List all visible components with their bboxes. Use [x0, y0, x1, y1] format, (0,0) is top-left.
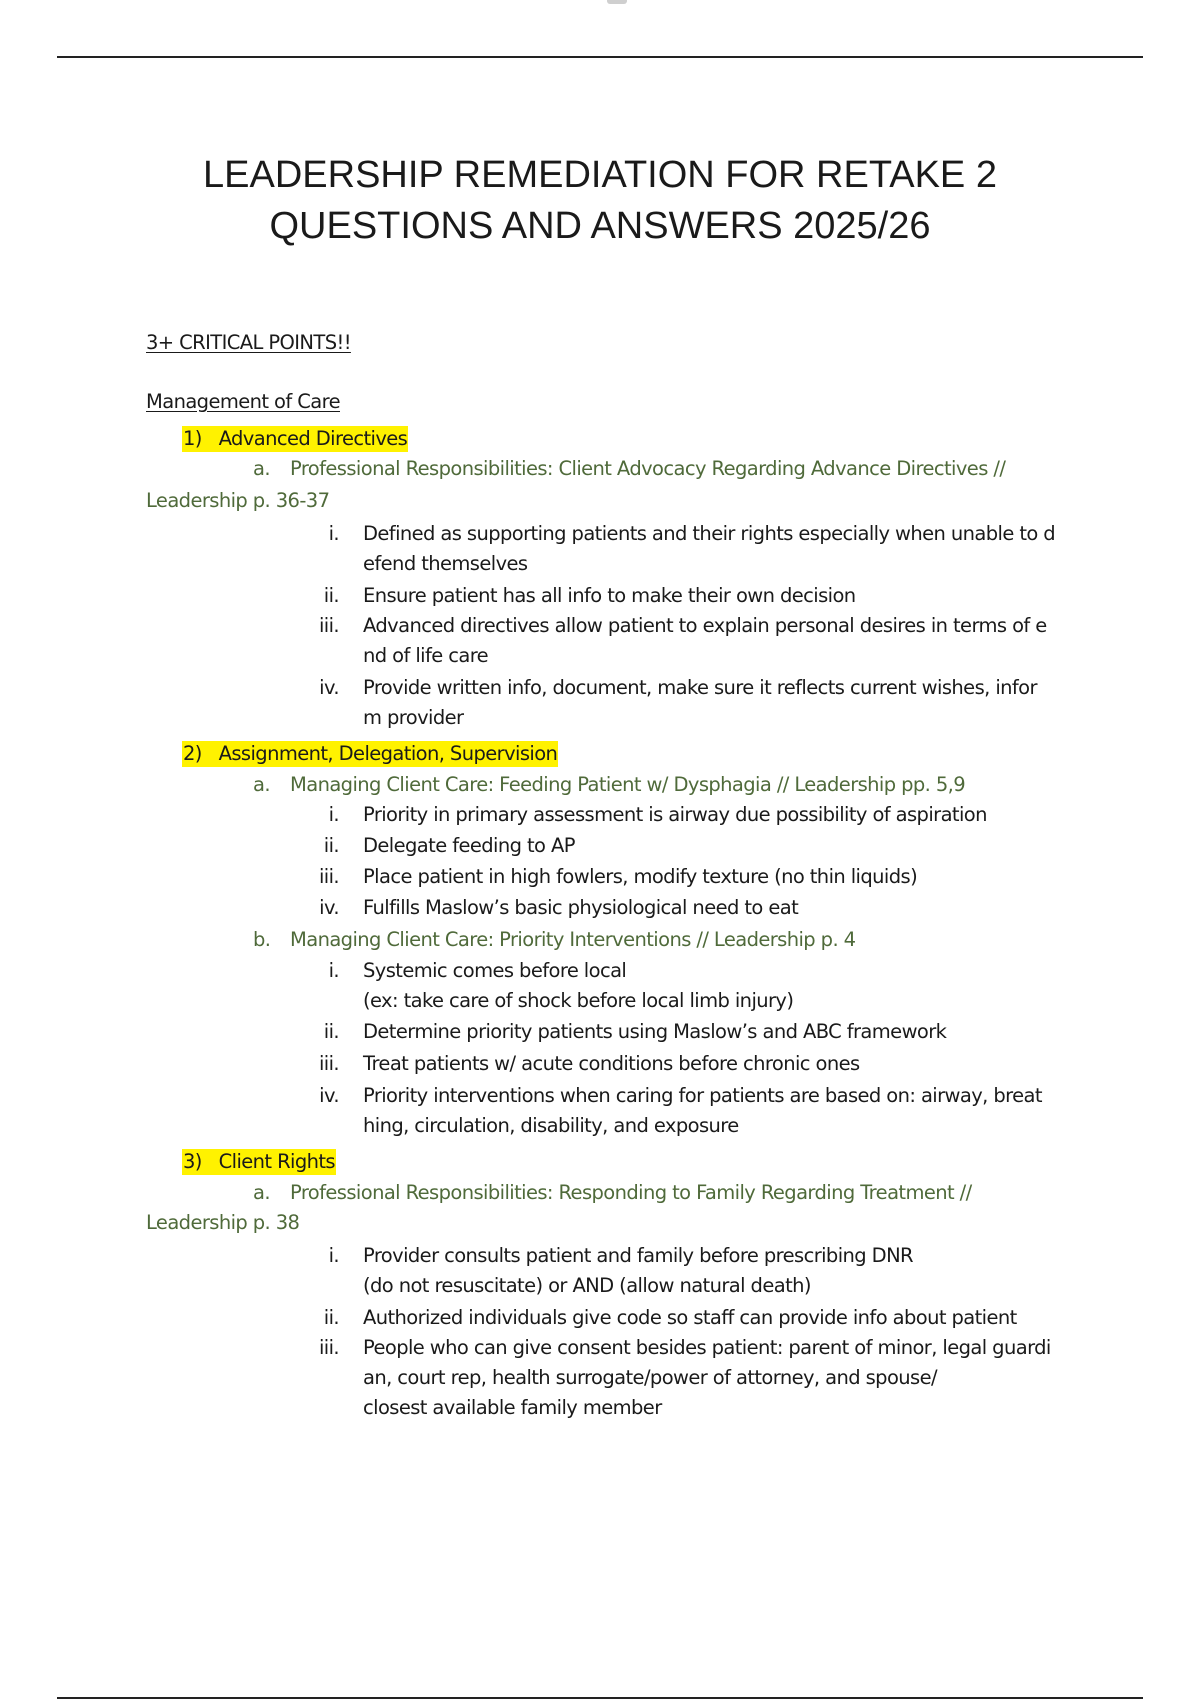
sub-letter: a.	[253, 773, 270, 796]
list-item-continuation: hing, circulation, disability, and exposure	[363, 1114, 739, 1137]
subtopic-line-1: Managing Client Care: Feeding Patient w/ Dysphagia // Leadership pp. 5,9	[290, 773, 966, 796]
subtopic-line-2: Leadership p. 36-37	[146, 489, 330, 512]
list-item: Place patient in high fowlers, modify texture (no thin liquids)	[363, 865, 918, 888]
sub-letter: a.	[253, 1181, 270, 1204]
list-item: Authorized individuals give code so staff can provide info about patient	[363, 1306, 1017, 1329]
item-number: iii.	[318, 1052, 339, 1075]
item-number: i.	[328, 959, 339, 982]
section-heading: Management of Care	[146, 390, 340, 413]
item-number: iv.	[319, 1084, 339, 1107]
page-top-marker	[607, 0, 627, 4]
list-item: Provider consults patient and family before prescribing DNR	[363, 1244, 914, 1267]
item-number: iii.	[318, 614, 339, 637]
subtopic-line-1: Professional Responsibilities: Responding to Family Regarding Treatment //	[290, 1181, 972, 1204]
item-number: ii.	[323, 1020, 339, 1043]
item-number: iii.	[318, 1336, 339, 1359]
subtopic-line-1: Professional Responsibilities: Client Advocacy Regarding Advance Directives //	[290, 457, 1006, 480]
document-title	[0, 150, 1200, 252]
list-item-continuation: efend themselves	[363, 552, 528, 575]
list-item-continuation: (ex: take care of shock before local limb injury)	[363, 989, 794, 1012]
topic-number: 2)	[183, 742, 202, 765]
list-item: Ensure patient has all info to make their own decision	[363, 584, 856, 607]
item-number: i.	[328, 803, 339, 826]
list-item-continuation: nd of life care	[363, 644, 489, 667]
list-item-continuation: m provider	[363, 706, 464, 729]
item-number: iv.	[319, 676, 339, 699]
title-line-1: LEADERSHIP REMEDIATION FOR RETAKE 2	[203, 154, 997, 196]
topic-heading-2	[182, 742, 558, 765]
title-line-2: QUESTIONS AND ANSWERS 2025/26	[269, 205, 931, 247]
list-item: Systemic comes before local	[363, 959, 627, 982]
list-item: Provide written info, document, make sure it reflects current wishes, infor	[363, 676, 1037, 699]
topic-number: 3)	[183, 1150, 202, 1173]
topic-title: Client Rights	[218, 1150, 335, 1173]
list-item: Fulfills Maslow’s basic physiological need to eat	[363, 896, 799, 919]
list-item: Advanced directives allow patient to explain personal desires in terms of e	[363, 614, 1047, 637]
sub-letter: b.	[253, 928, 271, 951]
subtopic-line-2: Leadership p. 38	[146, 1211, 300, 1234]
topic-number: 1)	[183, 427, 202, 450]
item-number: iii.	[318, 865, 339, 888]
header-rule	[57, 56, 1143, 58]
item-number: i.	[328, 1244, 339, 1267]
list-item: Priority in primary assessment is airway due possibility of aspiration	[363, 803, 987, 826]
topic-title: Assignment, Delegation, Supervision	[218, 742, 558, 765]
list-item-continuation: (do not resuscitate) or AND (allow natural death)	[363, 1274, 811, 1297]
list-item: Delegate feeding to AP	[363, 834, 575, 857]
topic-title: Advanced Directives	[218, 427, 408, 450]
list-item-continuation: closest available family member	[363, 1396, 662, 1419]
item-number: ii.	[323, 584, 339, 607]
sub-letter: a.	[253, 457, 270, 480]
topic-heading-1	[182, 427, 408, 450]
list-item: Treat patients w/ acute conditions before chronic ones	[363, 1052, 860, 1075]
topic-heading-3	[182, 1150, 336, 1173]
list-item: Defined as supporting patients and their rights especially when unable to d	[363, 522, 1056, 545]
list-item-continuation: an, court rep, health surrogate/power of attorney, and spouse/	[363, 1366, 937, 1389]
list-item: Determine priority patients using Maslow’s and ABC framework	[363, 1020, 947, 1043]
list-item: People who can give consent besides patient: parent of minor, legal guardi	[363, 1336, 1051, 1359]
footer-rule	[57, 1697, 1143, 1699]
item-number: ii.	[323, 1306, 339, 1329]
subtopic-line-1: Managing Client Care: Priority Interventions // Leadership p. 4	[290, 928, 856, 951]
item-number: iv.	[319, 896, 339, 919]
item-number: i.	[328, 522, 339, 545]
critical-points-label: 3+ CRITICAL POINTS!!	[146, 331, 351, 354]
item-number: ii.	[323, 834, 339, 857]
list-item: Priority interventions when caring for patients are based on: airway, breat	[363, 1084, 1042, 1107]
